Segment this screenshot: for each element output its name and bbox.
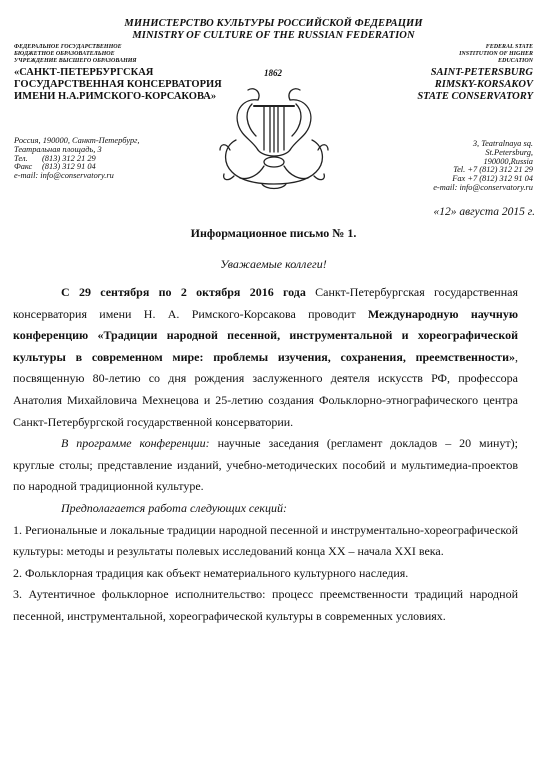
conference-dates: С 29 сентября по 2 октября 2016 года [61,285,306,299]
address-ru [14,137,214,181]
lyre-emblem-icon [214,80,334,192]
program-lead: В программе конференции: [61,436,210,451]
paragraph-announcement [13,282,518,433]
address-en [333,140,533,193]
phone-en: Tel. +7 (812) 312 21 29 [453,165,533,175]
letter-date: «12» августа 2015 г. [433,206,535,218]
institution-name-ru [14,67,244,103]
letter-body [13,282,518,628]
section-item: 3. Аутентичное фольклорное исполнительство: процесс преемственности традиций народной песенной, инструментальной, хореографической культуры в современных условиях. [13,587,518,623]
address-en-line2: St.Petersburg, [485,147,533,157]
founding-year: 1862 [264,68,282,78]
institution-type-ru-line: БЮДЖЕТНОЕ ОБРАЗОВАТЕЛЬНОЕ [14,50,115,57]
paragraph-text: , посвященную 80-летию со дня рождения заслуженного деятеля искусств РФ, профессора Анатолия Михайловича Мехнецова и 25-летию создания Фольклорно-этнографического центра Санкт-Петербургской государственной консерватории. [13,349,518,429]
ministry-name-ru: МИНИСТЕРСТВО КУЛЬТУРЫ РОССИЙСКОЙ ФЕДЕРАЦИИ [124,18,423,29]
institution-type-ru [14,44,184,64]
sections-intro: Предполагается работа следующих секций: [61,500,288,515]
fax-en: Fax +7 (812) 312 91 04 [452,174,533,184]
institution-type-en [363,44,533,64]
institution-name-en-line: RIMSKY-KORSAKOV [434,79,533,90]
paragraph-text: научные заседания (регламент докладов – 20 минут); круглые столы; представление изданий, учебно-методических пособий и мультимедиа-проектов по народной традиционной культуре. [13,436,519,494]
email-en: e-mail: info@conservatory.ru [433,182,533,192]
institution-name-en [333,67,533,103]
phone-number-ru: (813) 312 21 29 [42,153,96,163]
paragraph-text: Санкт-Петербургская государственная консерватория имени Н. А. Римского-Корсакова проводит [13,285,518,321]
email-ru: e-mail: info@conservatory.ru [14,171,114,181]
letter-title: Информационное письмо № 1. [190,226,357,240]
section-item: 2. Фольклорная традиция как объект нематериального культурного наследия. [13,565,409,580]
institution-name-ru-line: ГОСУДАРСТВЕННАЯ КОНСЕРВАТОРИЯ [14,79,222,90]
section-item: 1. Региональные и локальные традиции народной песенной и инструментально-хореографической культуры: методы и результаты полевых исследований конца XX – начала XXI века. [13,522,518,559]
phone-label-ru: Тел. [14,153,28,163]
conference-name: Международную научную конференцию «Традиции народной песенной, инструментальной и хореографической культуры в современном мире: проблемы изучения, сохранения, преемственности» [13,306,518,364]
fax-label-ru: Факс [14,162,33,172]
address-en-line3: 190000,Russia [483,156,533,166]
address-en-line1: 3, Teatralnaya sq. [472,139,533,148]
fax-number-ru: (813) 312 91 04 [42,162,96,172]
institution-name-en-line: SAINT-PETERSBURG [430,67,533,78]
institution-type-ru-line: УЧРЕЖДЕНИЕ ВЫСШЕГО ОБРАЗОВАНИЯ [14,57,137,64]
address-ru-line1: Россия, 190000, Санкт-Петербург, [14,136,140,145]
institution-name-en-line: STATE CONSERVATORY [417,91,533,102]
institution-type-ru-line: ФЕДЕРАЛЬНОЕ ГОСУДАРСТВЕННОЕ [14,44,122,50]
institution-name-ru-line: «САНКТ-ПЕТЕРБУРГСКАЯ [14,67,154,78]
institution-type-en-line: INSTITUTION OF HIGHER [459,50,533,57]
ministry-heading [0,18,547,42]
paragraph-program [13,433,518,498]
address-ru-line2: Театральная площадь, 3 [14,144,102,154]
institution-type-en-line: FEDERAL STATE [485,44,533,50]
institution-name-ru-line: ИМЕНИ Н.А.РИМСКОГО-КОРСАКОВА» [14,91,217,102]
letter-greeting: Уважаемые коллеги! [220,257,327,271]
ministry-name-en: MINISTRY OF CULTURE OF THE RUSSIAN FEDERATION [132,30,415,41]
institution-type-en-line: EDUCATION [497,57,533,64]
